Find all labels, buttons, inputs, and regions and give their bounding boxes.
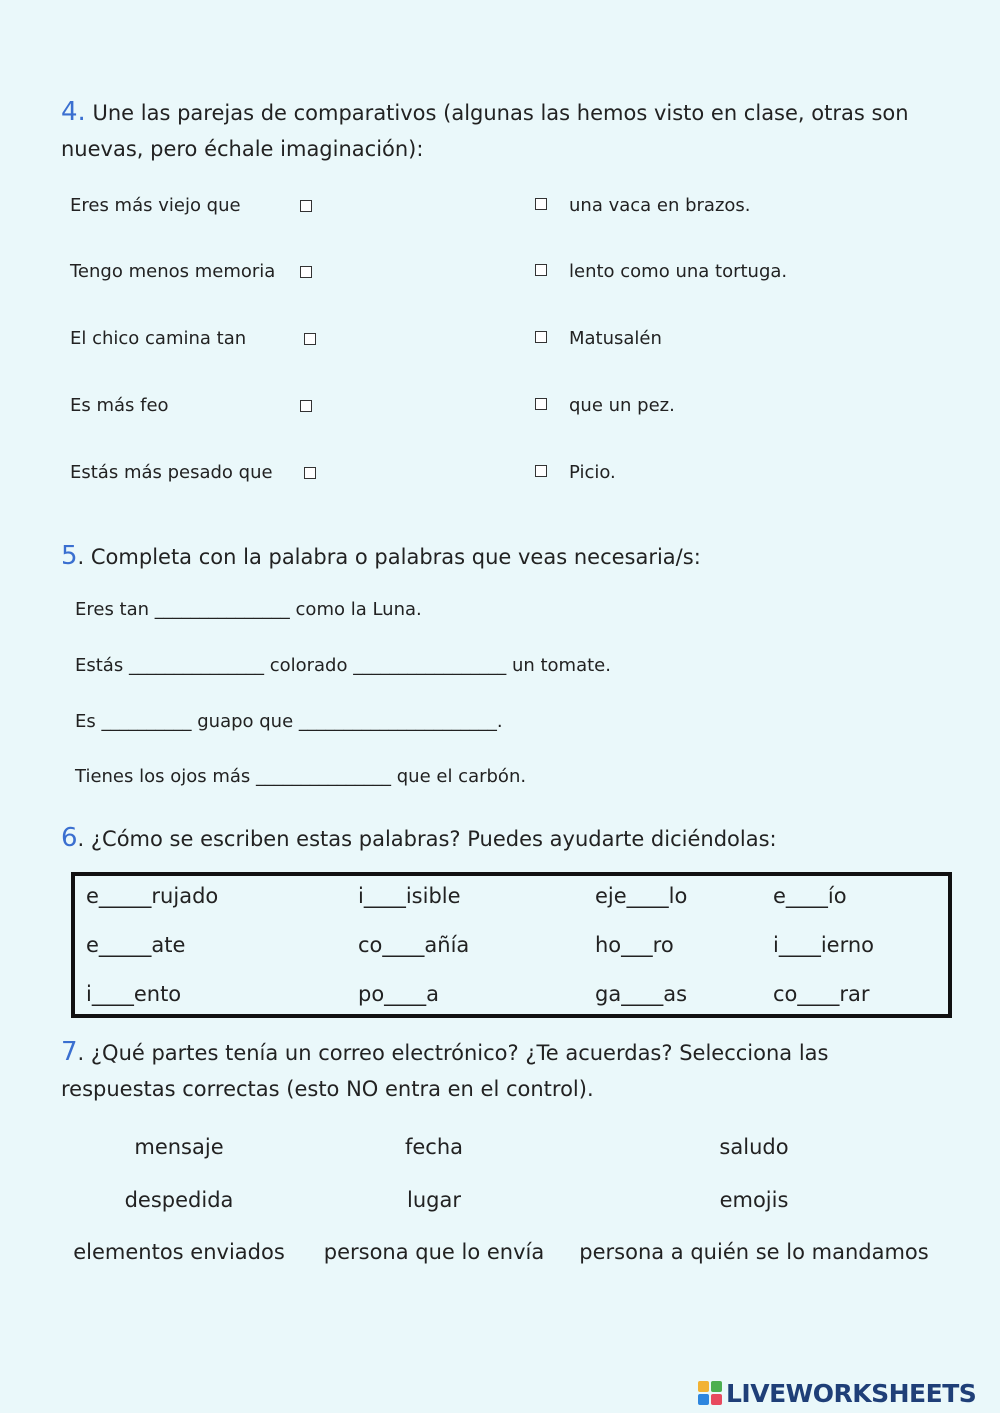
match-left-checkbox-5[interactable] [304,467,316,479]
q7-line2: respuestas correctas (esto NO entra en el control). [61,1077,594,1101]
q7-heading [61,1034,828,1072]
q5-s4-text-a: Tienes los ojos más [75,766,251,787]
match-left-checkbox-1[interactable] [300,200,312,212]
spelling-cell[interactable]: e____ío [773,884,847,908]
option-lugar[interactable]: lugar [407,1188,461,1212]
q5-s2-text-c: colorado [269,655,348,676]
match-left-1: Eres más viejo que [70,195,241,216]
liveworksheets-logo [698,1378,976,1408]
q5-s2-blank-2[interactable]: _________________ [353,655,507,676]
q5-heading [61,538,701,576]
option-fecha[interactable]: fecha [404,1135,464,1159]
q5-number: 5 [61,541,78,571]
spelling-cell[interactable]: e_____rujado [86,884,219,908]
match-left-4: Es más feo [70,395,169,416]
option-mensaje[interactable]: mensaje [134,1135,224,1159]
q5-sentence-2 [75,655,611,676]
match-right-checkbox-3[interactable] [535,331,547,343]
q7-number: 7 [61,1037,78,1067]
q5-sentence-3 [75,711,503,732]
match-right-checkbox-5[interactable] [535,465,547,477]
q5-s3-blank-2[interactable]: ______________________. [298,711,503,732]
spelling-cell[interactable]: e_____ate [86,933,186,957]
q4-line1: Une las parejas de comparativos (algunas las hemos visto en clase, otras son [92,101,909,125]
q4-number: 4. [61,97,86,127]
spelling-cell[interactable]: eje____lo [595,884,688,908]
q5-s2-text-a: Estás [75,655,124,676]
match-right-checkbox-2[interactable] [535,264,547,276]
option-persona-que-lo-envia[interactable]: persona que lo envía [323,1240,545,1264]
match-right-4: que un pez. [569,395,675,416]
q5-s3-text-a: Es [75,711,96,732]
spelling-cell[interactable]: ga____as [595,982,688,1006]
q5-s2-text-d: un tomate. [511,655,611,676]
option-emojis[interactable]: emojis [719,1188,789,1212]
q5-s2-blank-1[interactable]: _______________ [128,655,264,676]
spelling-cell[interactable]: po____a [358,982,440,1006]
q5-s4-blank-1[interactable]: _______________ [256,766,392,787]
option-despedida[interactable]: despedida [124,1188,234,1212]
match-right-1: una vaca en brazos. [569,195,751,216]
q5-s4-text-c: que el carbón. [396,766,527,787]
match-right-checkbox-1[interactable] [535,198,547,210]
q5-s3-text-c: guapo que [197,711,294,732]
q6-number: 6 [61,823,78,853]
match-left-2: Tengo menos memoria [70,261,276,282]
spelling-cell[interactable]: i____ento [86,982,182,1006]
match-left-checkbox-4[interactable] [300,400,312,412]
q5-s3-blank-1[interactable]: __________ [101,711,192,732]
match-left-checkbox-3[interactable] [304,333,316,345]
match-left-3: El chico camina tan [70,328,247,349]
spelling-cell[interactable]: ho___ro [595,933,674,957]
option-saludo[interactable]: saludo [719,1135,789,1159]
q5-title: . Completa con la palabra o palabras que veas necesaria/s: [77,545,701,569]
match-right-2: lento como una tortuga. [569,261,788,282]
spelling-cell[interactable]: i____ierno [773,933,875,957]
q4-line2: nuevas, pero échale imaginación): [61,137,424,161]
logo-text: LIVEWORKSHEETS [726,1378,977,1408]
option-elementos-enviados[interactable]: elementos enviados [73,1240,285,1264]
q6-title: . ¿Cómo se escriben estas palabras? Puedes ayudarte diciéndolas: [77,827,777,851]
match-right-checkbox-4[interactable] [535,398,547,410]
q6-heading [61,820,777,858]
match-left-checkbox-2[interactable] [300,266,312,278]
match-left-5: Estás más pesado que [70,462,273,483]
match-right-5: Picio. [569,462,616,483]
q4-heading [61,94,909,132]
q5-sentence-1 [75,599,422,620]
q5-sentence-4 [75,766,526,787]
logo-mark-icon [698,1381,722,1405]
q5-s1-text-a: Eres tan [75,599,150,620]
option-persona-a-quien[interactable]: persona a quién se lo mandamos [579,1240,929,1264]
match-right-3: Matusalén [569,328,662,349]
spelling-cell[interactable]: i____isible [358,884,461,908]
spelling-cell[interactable]: co____añía [358,933,470,957]
spelling-table [71,872,952,1018]
q5-s1-text-c: como la Luna. [295,599,422,620]
q5-s1-blank-1[interactable]: _______________ [154,599,290,620]
spelling-cell[interactable]: co____rar [773,982,870,1006]
q7-line1: . ¿Qué partes tenía un correo electrónico? ¿Te acuerdas? Selecciona las [77,1041,829,1065]
